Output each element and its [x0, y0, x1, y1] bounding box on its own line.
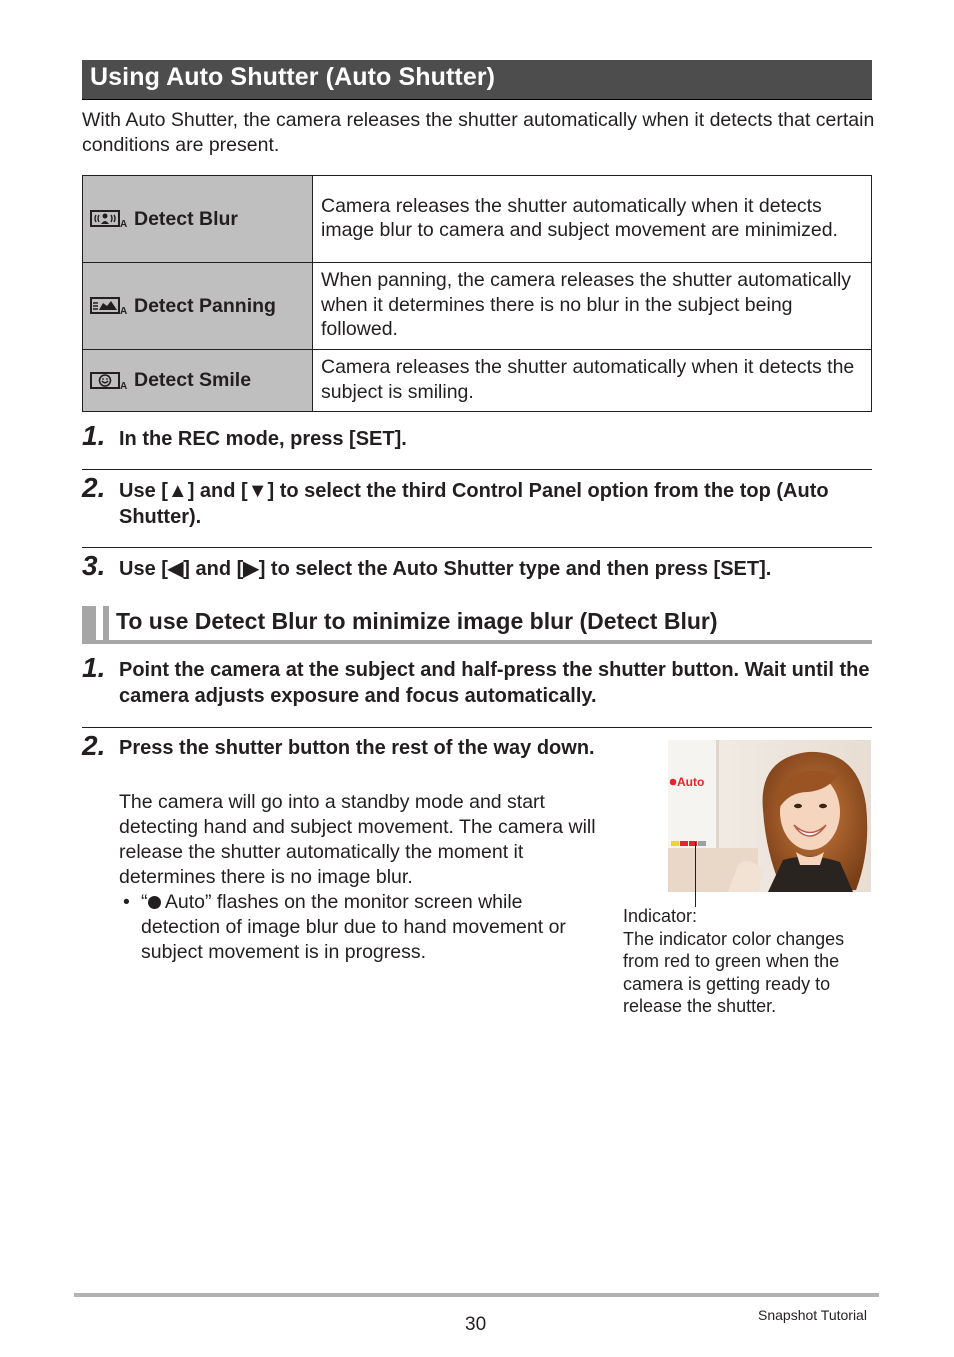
step-text: Point the camera at the subject and half-press the shutter button. Wait until the camera adjusts exposure and focus automatically.	[119, 659, 870, 707]
step-text	[119, 556, 879, 582]
step-text: Press the shutter button the rest of the way down.	[119, 737, 595, 759]
step-text-part: Use [	[119, 480, 168, 502]
step-text-part: ] and [	[187, 480, 248, 502]
section-title-bar	[82, 60, 872, 100]
svg-text:A: A	[120, 380, 128, 391]
right-arrow-icon: ▶	[243, 558, 259, 580]
mode-description: Camera releases the shutter automatically when it detects the subject is smiling.	[313, 350, 872, 412]
up-arrow-icon: ▲	[167, 480, 188, 502]
svg-text:A: A	[120, 306, 128, 317]
mode-name-cell	[83, 176, 313, 263]
table-row	[83, 350, 872, 412]
page-number: 30	[465, 1314, 487, 1335]
mode-name-cell	[83, 350, 313, 412]
step-text-part: ] and [	[183, 558, 244, 580]
step-text-part: Use [	[119, 558, 168, 580]
mode-description: Camera releases the shutter automatically when it detects image blur to camera and subject movement are minimized.	[313, 176, 872, 263]
subsection-heading	[82, 604, 872, 644]
mode-name-cell	[83, 263, 313, 350]
step-text	[119, 478, 879, 530]
subsection-title: To use Detect Blur to minimize image blur (Detect Blur)	[116, 608, 718, 634]
mode-label: Detect Panning	[134, 294, 276, 317]
mode-label: Detect Smile	[134, 369, 252, 391]
step-number: 2.	[82, 472, 106, 503]
bullet-text-part: “	[141, 891, 148, 913]
detect-panning-icon	[90, 296, 128, 316]
down-arrow-icon: ▼	[247, 480, 268, 502]
step-text-part: ] to select the Auto Shutter type and then press [SET].	[258, 558, 772, 580]
figure-caption	[623, 905, 873, 1018]
mode-description: When panning, the camera releases the shutter automatically when it determines there is no blur in the subject being followed.	[313, 263, 872, 350]
indicator-leader-line	[695, 842, 696, 907]
caption-title: Indicator:	[623, 906, 698, 926]
step-number: 3.	[82, 550, 106, 581]
auto-shutter-modes-table	[82, 175, 872, 412]
bullet-marker: •	[123, 891, 130, 913]
step-body-text: The camera will go into a standby mode and start detecting hand and subject movement. The camera will release the shutter automatically the moment it determines there is no image blur.	[119, 791, 596, 888]
heading-bar-marker	[103, 606, 109, 640]
camera-screen-photo	[668, 740, 871, 892]
table-row	[83, 263, 872, 350]
footer-rule	[74, 1293, 879, 1297]
bullet-text-part: Auto” flashes on the monitor screen while detection of image blur due to hand movement or subject movement is in progress.	[141, 891, 566, 963]
step-number: 1.	[82, 420, 106, 451]
step-text: In the REC mode, press [SET].	[119, 428, 407, 450]
step-number: 1.	[82, 652, 106, 683]
svg-text:A: A	[120, 219, 128, 230]
table-row	[83, 176, 872, 263]
mode-label: Detect Blur	[134, 207, 239, 230]
screen-record-dot	[670, 779, 677, 786]
screen-auto-label: Auto	[677, 775, 705, 789]
divider	[82, 727, 872, 728]
record-dot-icon	[148, 896, 161, 909]
heading-bar-marker	[82, 606, 96, 640]
caption-text: The indicator color changes from red to green when the camera is getting ready to release the shutter.	[623, 928, 845, 1016]
left-arrow-icon: ◀	[167, 558, 184, 580]
smiling-woman-illustration	[668, 740, 871, 892]
intro-paragraph: With Auto Shutter, the camera releases the shutter automatically when it detects that certain conditions are present.	[82, 109, 875, 156]
bullet-item	[123, 890, 603, 965]
detect-smile-icon	[90, 371, 128, 391]
detect-blur-icon	[90, 209, 128, 229]
step-number: 2.	[82, 730, 106, 761]
footer-section-name: Snapshot Tutorial	[758, 1307, 867, 1323]
divider	[82, 547, 872, 548]
divider	[82, 469, 872, 470]
step-text-part: ] to select the third Control Panel option from the top (Auto Shutter).	[119, 480, 829, 528]
page-title: Using Auto Shutter (Auto Shutter)	[90, 63, 496, 91]
